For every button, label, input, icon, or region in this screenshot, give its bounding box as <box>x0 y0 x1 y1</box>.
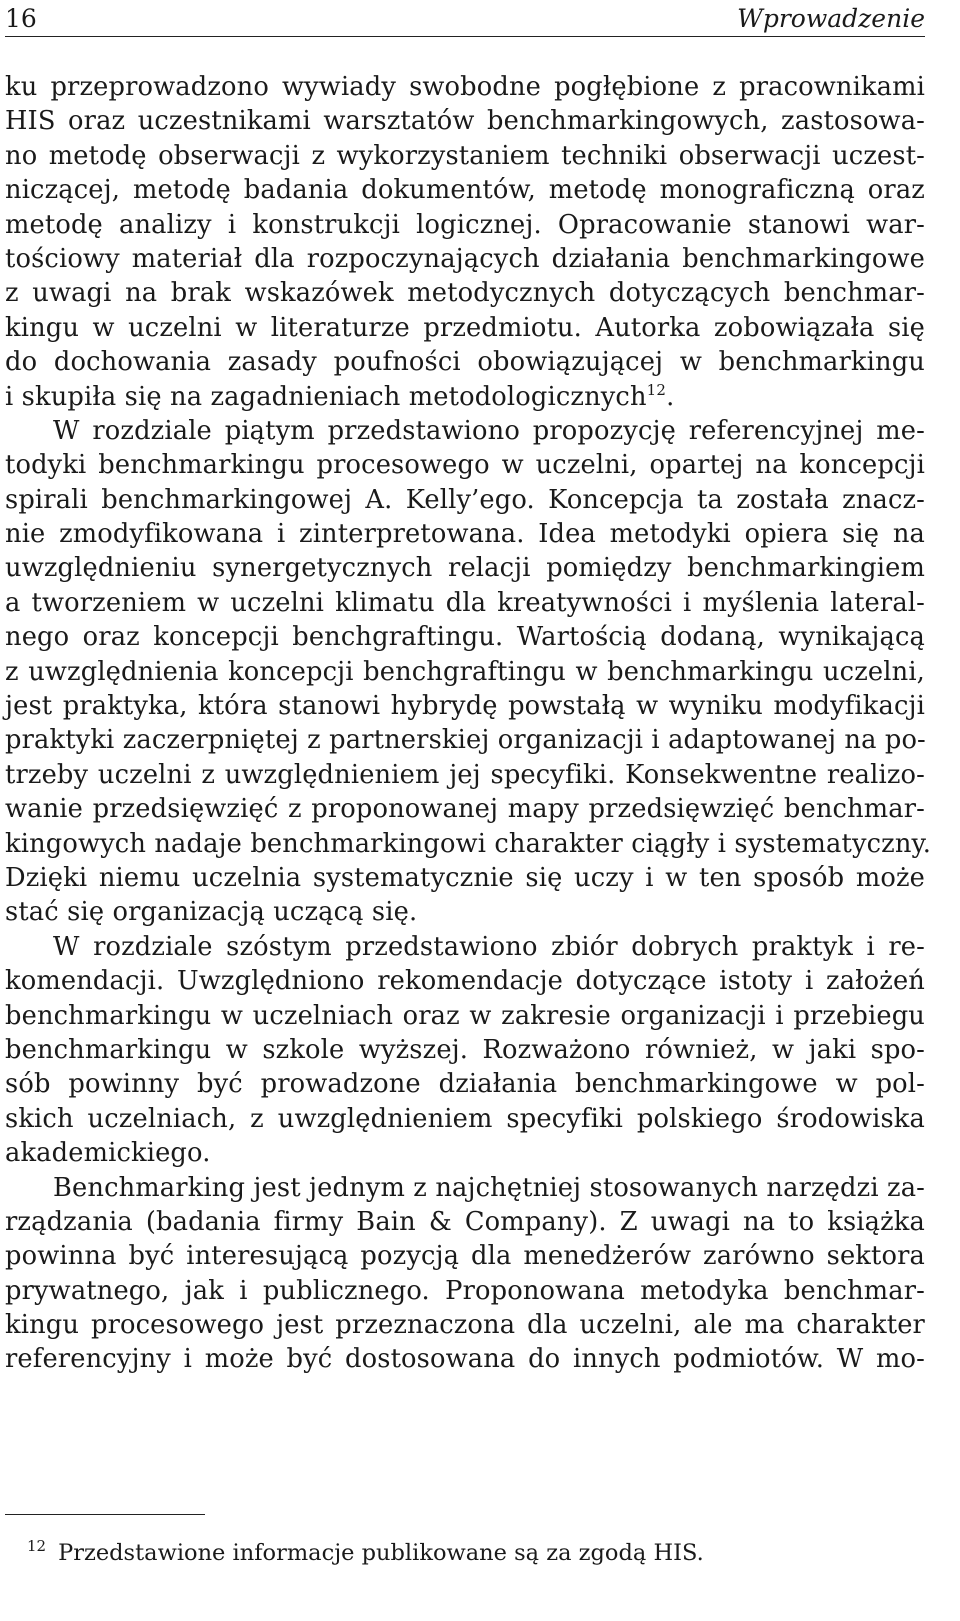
text-line: praktyki zaczerpniętej z partnerskiej organizacji i adaptowanej na po- <box>5 725 926 756</box>
text-line: Dzięki niemu uczelnia systematycznie się uczy i w ten sposób może <box>5 862 925 893</box>
text-line: a tworzeniem w uczelni klimatu dla kreatywności i myślenia lateral- <box>5 587 925 618</box>
text-line-with-footnote: i skupiła się na zagadnieniach metodologicznych$^{12}$. <box>5 380 675 412</box>
text-line: komendacji. Uwzględniono rekomendacje dotyczące istoty i założeń <box>5 966 925 997</box>
text-line: no metodę obserwacji z wykorzystaniem techniki obserwacji uczest- <box>5 140 925 171</box>
text-line: trzeby uczelni z uwzględnieniem jej specyfiki. Konsekwentne realizo- <box>5 759 925 790</box>
text-line: spirali benchmarkingowej A. Kelly’ego. Koncepcja ta została znacz- <box>5 484 925 515</box>
footnote-text: Przedstawione informacje publikowane są za zgodą HIS. <box>58 1540 704 1566</box>
text-line: jest praktyka, która stanowi hybrydę powstałą w wyniku modyfikacji <box>5 691 925 722</box>
text-line: powinna być interesującą pozycją dla menedżerów zarówno sektora <box>5 1241 925 1272</box>
footnote-divider <box>5 1514 205 1515</box>
footnote-reference[interactable]: 12 <box>646 380 667 399</box>
text-line: do dochowania zasady poufności obowiązującej w benchmarkingu <box>5 347 925 378</box>
text-line: todyki benchmarkingu procesowego w uczelni, opartej na koncepcji <box>5 450 925 481</box>
text-line: kingu w uczelni w literaturze przedmiotu. Autorka zobowiązała się <box>5 312 925 343</box>
text-line-content: i skupiła się na zagadnieniach metodologicznych <box>5 381 647 412</box>
paragraph-start-line: W rozdziale szóstym przedstawiono zbiór dobrych praktyk i re- <box>53 931 925 962</box>
text-line: tościowy materiał dla rozpoczynających działania benchmarkingowe <box>5 243 925 274</box>
text-line: skich uczelniach, z uwzględnieniem specyfiki polskiego środowiska <box>5 1103 925 1134</box>
text-line: z uwzględnienia koncepcji benchgraftingu w benchmarkingu uczelni, <box>5 656 925 687</box>
text-line: stać się organizacją uczącą się. <box>5 897 418 928</box>
text-line: kingowych nadaje benchmarkingowi charakter ciągły i systematyczny. <box>5 828 932 859</box>
text-line: benchmarkingu w szkole wyższej. Rozważono również, w jaki spo- <box>5 1034 925 1065</box>
text-line: sób powinny być prowadzone działania benchmarkingowe w pol- <box>5 1069 925 1100</box>
body-text <box>5 70 932 1377</box>
text-line: benchmarkingu w uczelniach oraz w zakresie organizacji i przebiegu <box>5 1000 925 1031</box>
paragraph-start-line: Benchmarking jest jednym z najchętniej stosowanych narzędzi za- <box>53 1172 925 1203</box>
text-line: kingu procesowego jest przeznaczona dla uczelni, ale ma charakter <box>5 1310 925 1341</box>
book-page <box>5 0 932 1621</box>
text-line: niczącej, metodę badania dokumentów, metodę monograficzną oraz <box>5 175 925 206</box>
text-line: metodę analizy i konstrukcji logicznej. Opracowanie stanowi war- <box>5 209 925 240</box>
text-line: nego oraz koncepcji benchgraftingu. Wartością dodaną, wynikającą <box>5 622 925 653</box>
page-number: 16 <box>5 4 37 33</box>
footnote <box>27 1531 704 1568</box>
text-line: prywatnego, jak i publicznego. Proponowana metodyka benchmar- <box>5 1275 925 1306</box>
text-line: uwzględnieniu synergetycznych relacji pomiędzy benchmarkingiem <box>5 553 925 584</box>
running-title: Wprowadzenie <box>737 4 925 33</box>
text-line: wanie przedsięwzięć z proponowanej mapy przedsięwzięć benchmar- <box>5 794 925 825</box>
text-line: referencyjny i może być dostosowana do innych podmiotów. W mo- <box>5 1344 925 1375</box>
text-line: HIS oraz uczestnikami warsztatów benchmarkingowych, zastosowa- <box>5 106 925 137</box>
footnote-marker: 12 <box>27 1537 47 1555</box>
text-line: nie zmodyfikowana i zinterpretowana. Idea metodyki opiera się na <box>5 519 925 550</box>
text-line: akademickiego. <box>5 1138 211 1169</box>
paragraph-start-line: W rozdziale piątym przedstawiono propozycję referencyjnej me- <box>53 415 925 446</box>
page-header <box>5 2 925 37</box>
text-line: z uwagi na brak wskazówek metodycznych dotyczących benchmar- <box>5 278 925 309</box>
text-line: ku przeprowadzono wywiady swobodne pogłębione z pracownikami <box>5 72 925 102</box>
text-line: rządzania (badania firmy Bain & Company). Z uwagi na to książka <box>5 1206 925 1237</box>
